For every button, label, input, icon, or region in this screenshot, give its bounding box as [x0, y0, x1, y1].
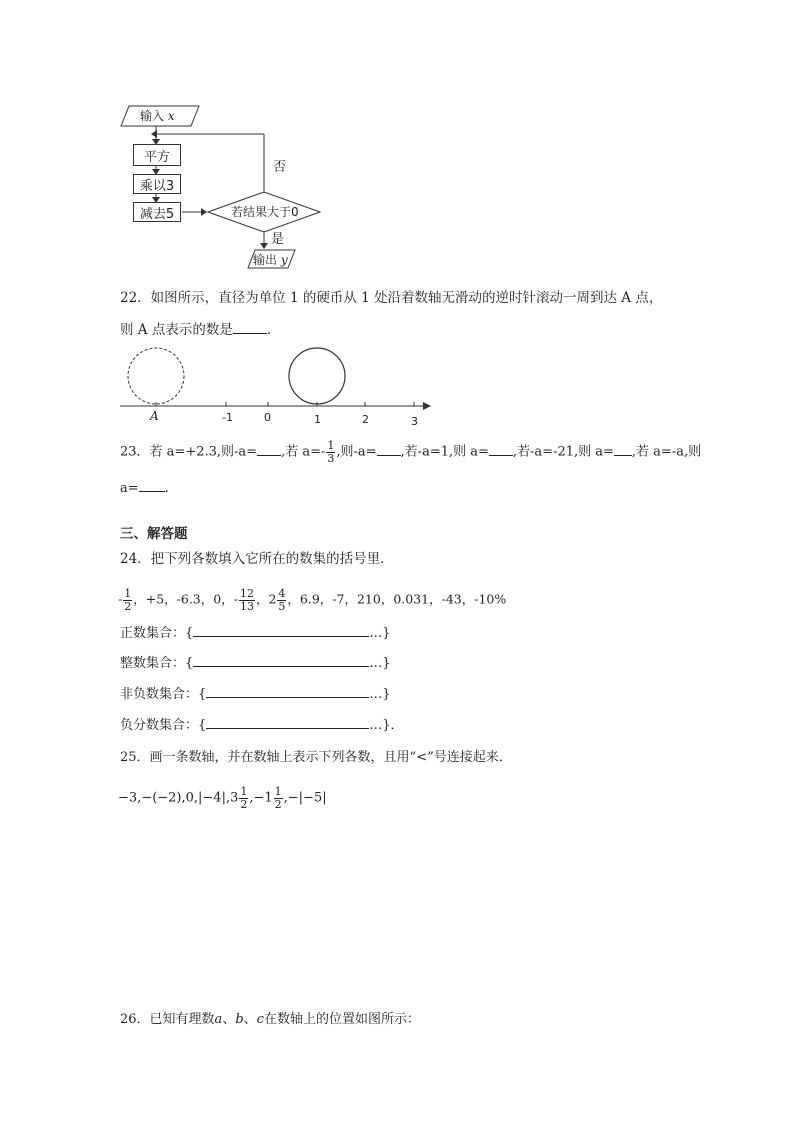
q23-blank3 [489, 455, 513, 456]
q23-blank1 [257, 455, 281, 456]
q26-var-c: c [256, 1012, 264, 1027]
q23-part5: ,若-a=-21,则 a= [512, 444, 614, 460]
tick-label-0: 0 [264, 411, 271, 424]
q25-expr2: ,−1 [249, 790, 273, 806]
q22-line2-pre: 则 A 点表示的数是 [120, 322, 233, 338]
q25-f1-num: 1 [240, 785, 248, 798]
flowchart-step-multiply [133, 174, 181, 194]
set-integer-end: …} [369, 656, 391, 671]
tick-label-3: 3 [411, 415, 418, 428]
input-var: x [167, 109, 175, 123]
step-subtract-label: 减去5 [139, 206, 175, 222]
section-heading: 三、解答题 [120, 526, 188, 542]
q23-line2-pre: a= [120, 481, 139, 496]
set-negfrac-blank [206, 728, 369, 729]
q25-frac2 [274, 786, 283, 810]
q24-title: 24．把下列各数填入它所在的数集的括号里． [120, 551, 394, 567]
input-label: 输入 [140, 109, 165, 123]
tick-label-2: 2 [362, 413, 369, 426]
q24-rest: ，6.9，-7，210，0.031，-43，-10% [287, 591, 507, 607]
q23-fraction [326, 440, 335, 464]
q23-line2-post: . [164, 481, 169, 496]
q24-numbers [118, 588, 506, 612]
q25-expr3: ,−|−5| [283, 790, 327, 806]
q24-n2-den: 13 [239, 599, 254, 613]
q24-set-integer [120, 657, 391, 670]
set-nonnegative-blank [206, 697, 369, 698]
q24-frac-half [123, 588, 132, 612]
q23-frac-den: 3 [327, 451, 335, 465]
set-positive-blank [193, 636, 369, 637]
q24-frac-12-13 [239, 588, 255, 612]
q26-pre: 26．已知有理数 [120, 1012, 215, 1027]
q24-n1-den: 2 [124, 599, 132, 613]
output-var: y [280, 253, 288, 267]
q24-set-negative-fraction [120, 719, 404, 732]
set-negfrac-label: 负分数集合：{ [120, 718, 207, 733]
q22-line1: 22．如图所示，直径为单位 1 的硬币从 1 处沿着数轴无滑动的逆时针滚动一周到达 A 点， [120, 290, 663, 306]
q24-n1-sign: - [118, 591, 123, 607]
q23-part4: ,若-a=1,则 a= [400, 444, 489, 460]
q24-n1-num: 1 [124, 587, 132, 600]
q25-f2-num: 1 [274, 785, 282, 798]
q26-var-b: b [235, 1012, 244, 1027]
flowchart-step-subtract [133, 202, 181, 222]
q23-line1 [120, 440, 701, 464]
dashed-coin-circle [128, 348, 184, 404]
q24-n2-num: 12 [239, 587, 254, 600]
q23-part2: ,若 a=- [281, 444, 326, 460]
q25-expr1: −3,−(−2),0,|−4|,3 [118, 790, 239, 806]
q22-number-line-figure [118, 346, 438, 428]
q23-part6: ,若 a=-a,则 [631, 444, 702, 460]
set-positive-end: …} [369, 626, 391, 641]
tick-label-1: 1 [314, 413, 321, 426]
q24-frac-4-5 [277, 588, 286, 612]
q26-sep2: 、 [243, 1012, 257, 1027]
condition-label: 若结果大于0 [231, 205, 299, 219]
point-a-label: A [150, 409, 159, 423]
q23-line2 [120, 482, 169, 495]
q24-mid1: ，+5，-6.3，0，- [133, 591, 238, 607]
q25-frac1 [239, 786, 248, 810]
flowchart-condition [231, 206, 299, 218]
step-multiply-label: 乘以3 [139, 178, 175, 194]
set-negfrac-end: …}． [369, 718, 404, 733]
set-integer-label: 整数集合：{ [120, 656, 194, 671]
flowchart-no-label: 否 [273, 160, 287, 175]
q26-var-a: a [214, 1012, 223, 1027]
q22-line2 [120, 324, 280, 338]
output-label: 输出 [253, 253, 278, 267]
q25-f1-den: 2 [240, 797, 248, 811]
tick-label-neg1: -1 [222, 411, 233, 424]
set-positive-label: 正数集合：{ [120, 626, 194, 641]
q26-sep1: 、 [222, 1012, 236, 1027]
q24-set-positive [120, 627, 391, 640]
flowchart-input [140, 110, 175, 122]
set-nonnegative-end: …} [369, 687, 391, 702]
q25-expression [118, 786, 327, 810]
q25-f2-den: 2 [274, 797, 282, 811]
q24-mid2: ，2 [255, 591, 277, 607]
q26-post: 在数轴上的位置如图所示： [263, 1012, 420, 1027]
flowchart-output [253, 254, 288, 266]
q22-blank [233, 333, 267, 334]
q23-blank5 [139, 491, 165, 492]
q22-line2-post: ． [266, 322, 281, 338]
q24-set-nonnegative [120, 688, 391, 701]
q23-part3: ,则-a= [336, 444, 377, 460]
flowchart-step-square [133, 144, 181, 166]
step-square-label: 平方 [143, 149, 170, 165]
set-nonnegative-label: 非负数集合：{ [120, 687, 207, 702]
q25-title: 25．画一条数轴，并在数轴上表示下列各数，且用“<”号连接起来． [120, 750, 512, 765]
flowchart-yes-label: 是 [271, 232, 285, 247]
q26-line [120, 1013, 420, 1026]
q24-n3-den: 5 [278, 599, 286, 613]
q23-blank2 [377, 455, 401, 456]
q23-part1: 23．若 a=+2.3,则-a= [120, 444, 258, 460]
q23-blank4 [614, 455, 632, 456]
axis-arrow [423, 402, 431, 410]
solid-coin-circle [289, 348, 345, 404]
q24-n3-num: 4 [278, 587, 286, 600]
set-integer-blank [193, 666, 369, 667]
q23-frac-num: 1 [327, 439, 335, 452]
